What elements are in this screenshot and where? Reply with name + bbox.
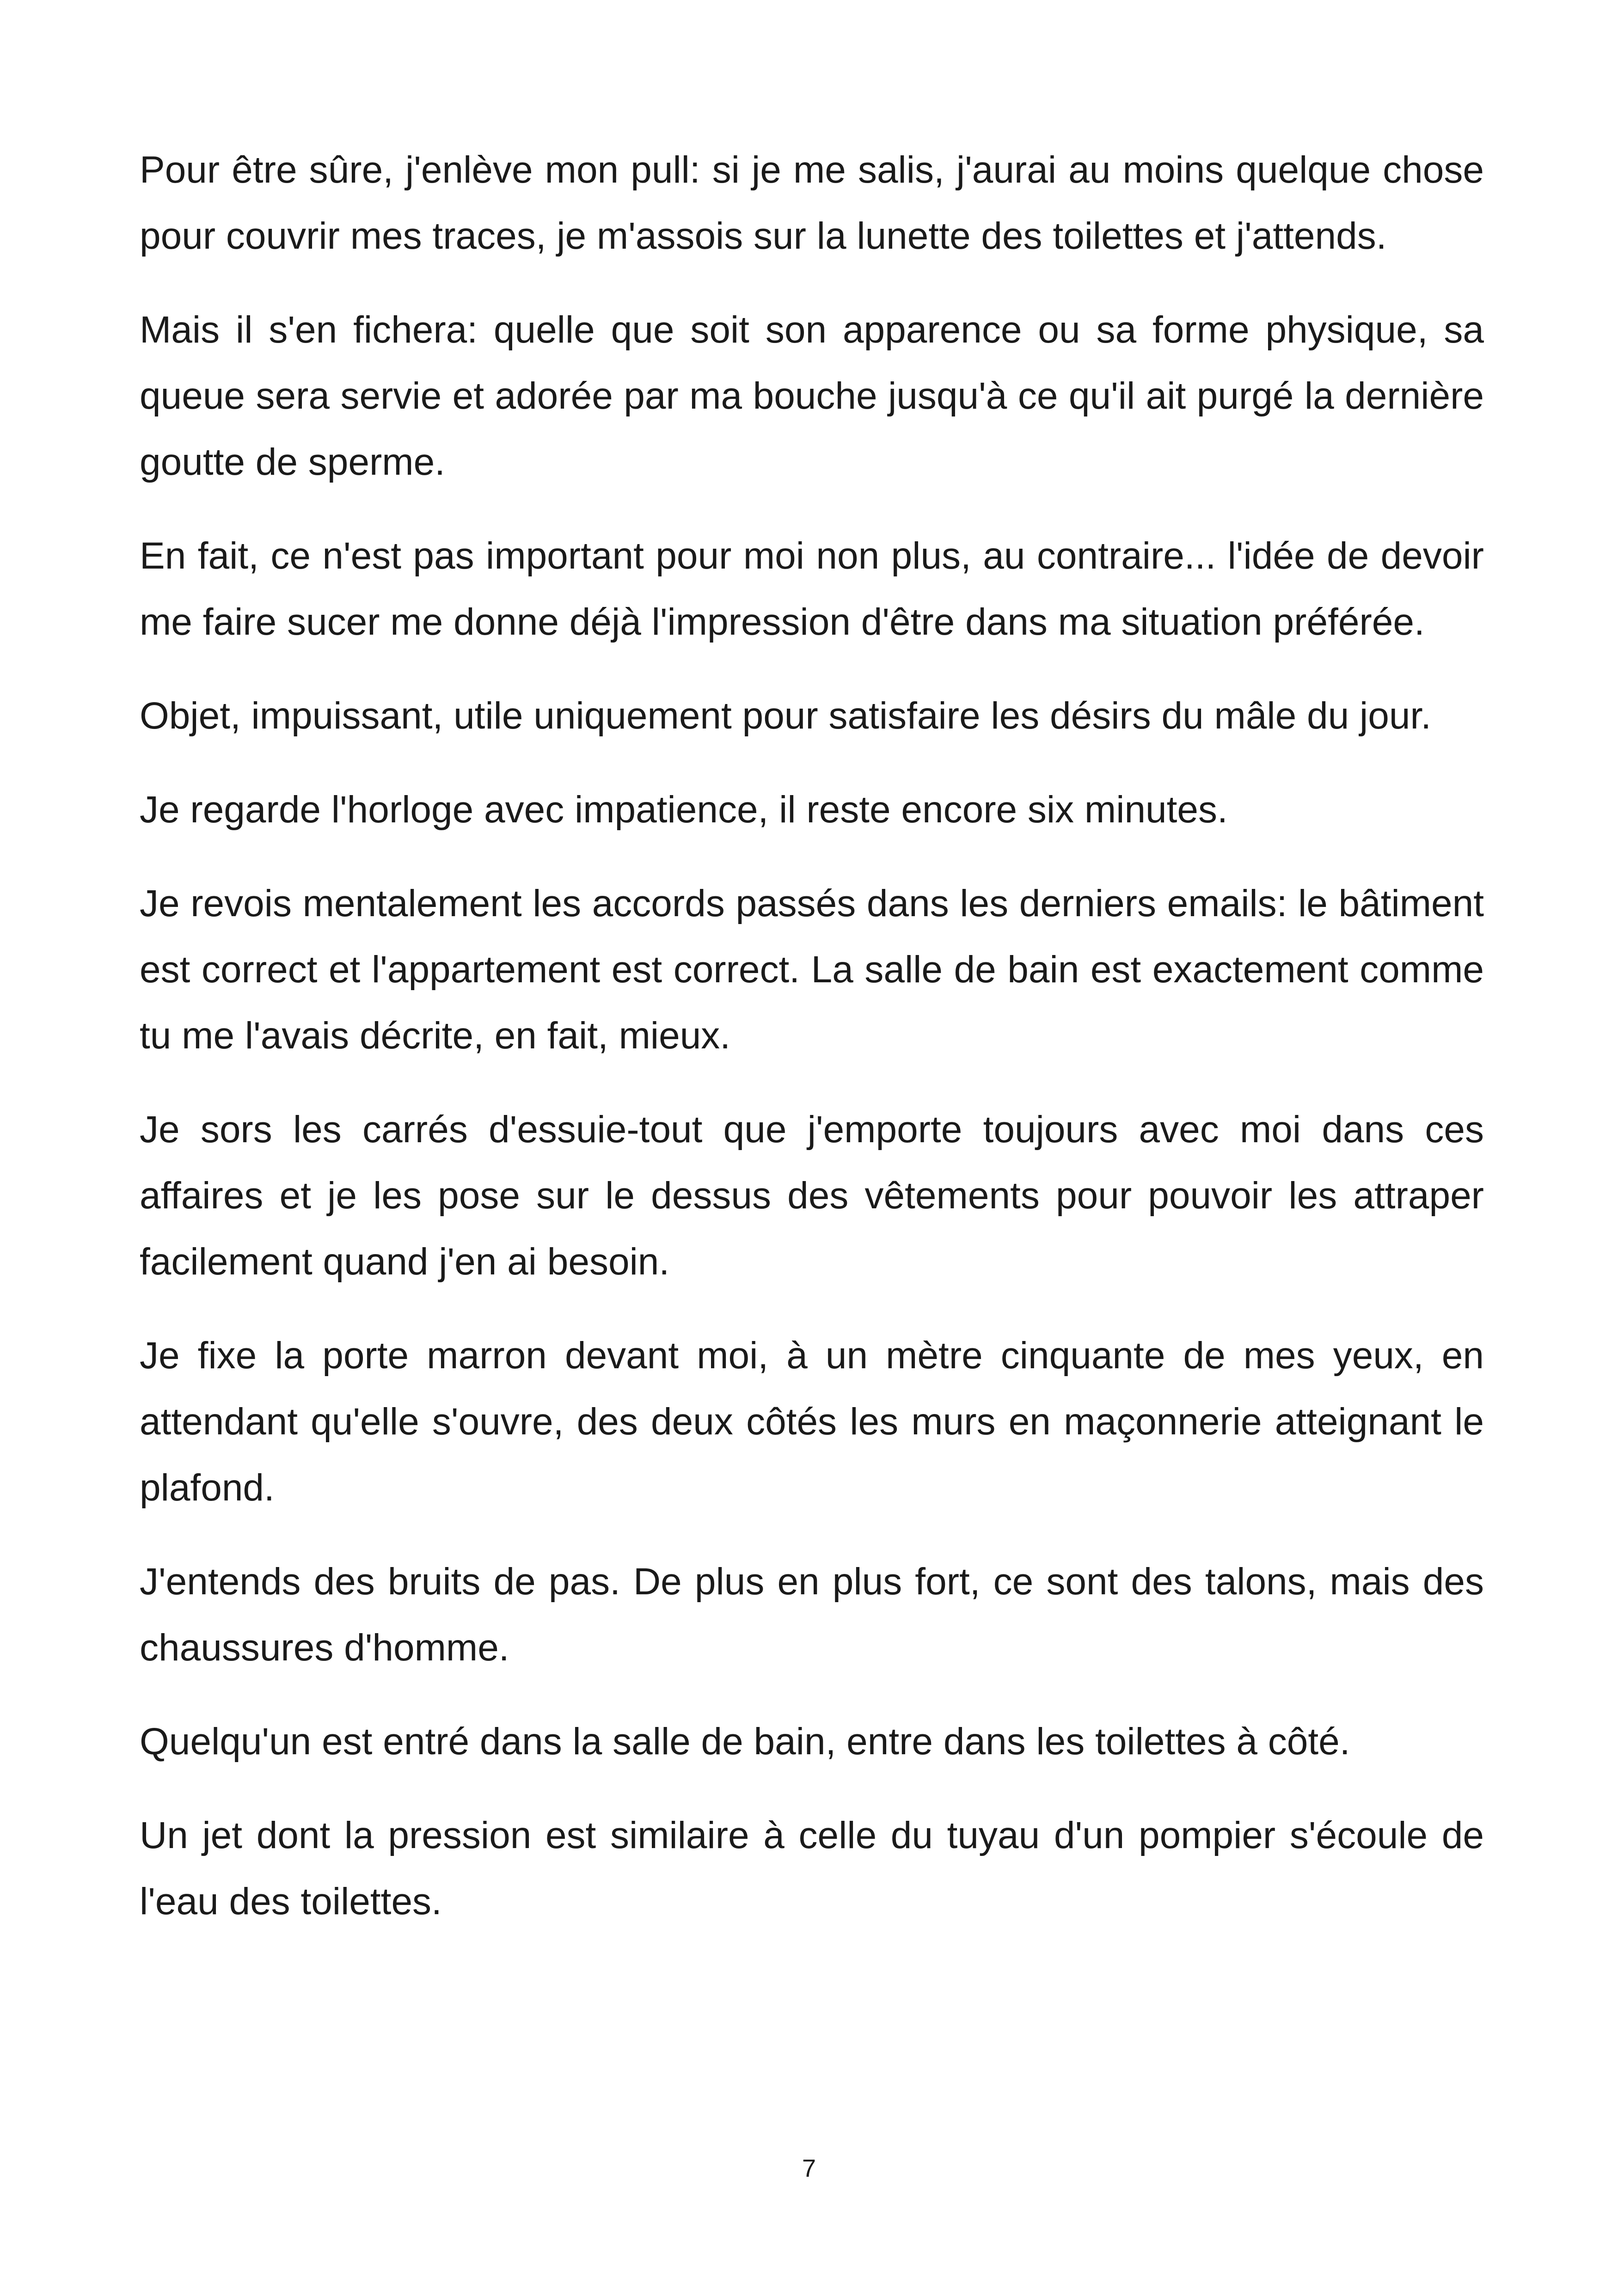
paragraph: Pour être sûre, j'enlève mon pull: si je me salis, j'aurai au moins quelque chose pour couvrir mes traces, je m'assois sur la lunette des toilettes et j'attends. — [140, 149, 1484, 257]
paragraph: Je fixe la porte marron devant moi, à un mètre cinquante de mes yeux, en attendant qu'elle s'ouvre, des deux côtés les murs en maçonnerie atteignant le plafond. — [140, 1335, 1484, 1509]
paragraph: Un jet dont la pression est similaire à celle du tuyau d'un pompier s'écoule de l'eau des toilettes. — [140, 1814, 1484, 1923]
paragraph: En fait, ce n'est pas important pour moi non plus, au contraire... l'idée de devoir me faire sucer me donne déjà l'impression d'être dans ma situation préférée. — [140, 535, 1484, 643]
body-text — [140, 137, 1484, 1962]
paragraph: Je revois mentalement les accords passés dans les derniers emails: le bâtiment est correct et l'appartement est correct. La salle de bain est exactement comme tu me l'avais décrite, en fait, mieux. — [140, 882, 1484, 1057]
paragraph: J'entends des bruits de pas. De plus en plus fort, ce sont des talons, mais des chaussures d'homme. — [140, 1561, 1484, 1669]
paragraph: Mais il s'en fichera: quelle que soit son apparence ou sa forme physique, sa queue sera servie et adorée par ma bouche jusqu'à ce qu'il ait purgé la dernière goutte de sperme. — [140, 309, 1484, 483]
paragraph: Objet, impuissant, utile uniquement pour satisfaire les désirs du mâle du jour. — [140, 695, 1432, 737]
paragraph: Je sors les carrés d'essuie-tout que j'emporte toujours avec moi dans ces affaires et je les pose sur le dessus des vêtements pour pouvoir les attraper facilement quand j'en ai besoin. — [140, 1108, 1484, 1283]
paragraph: Je regarde l'horloge avec impatience, il reste encore six minutes. — [140, 789, 1228, 831]
page-number: 7 — [802, 2155, 816, 2182]
paragraph: Quelqu'un est entré dans la salle de bain, entre dans les toilettes à côté. — [140, 1720, 1350, 1763]
